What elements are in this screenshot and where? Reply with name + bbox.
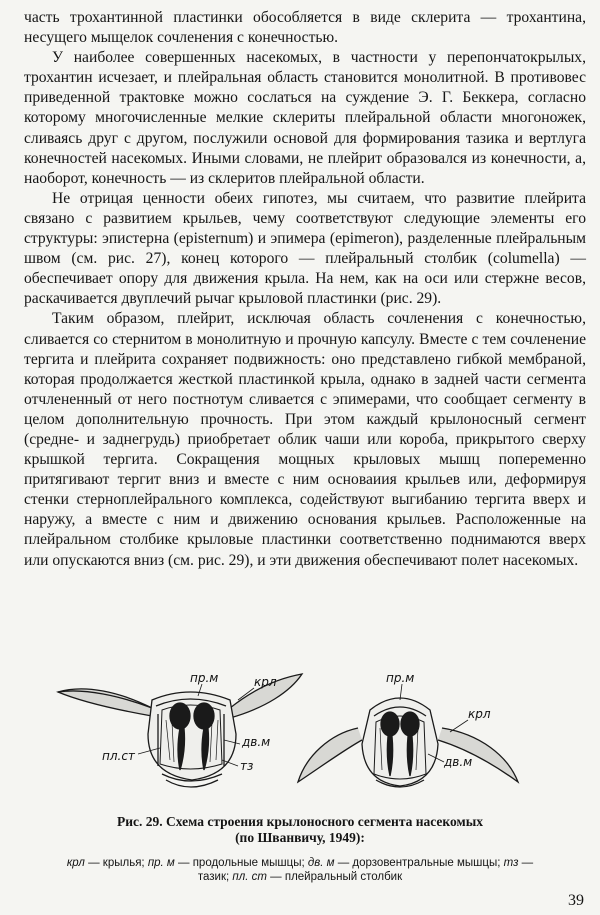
- legend-key-dv-m: дв. м: [307, 857, 335, 869]
- label-pl-st-left: пл.ст: [102, 749, 135, 763]
- label-krl-right: крл: [468, 707, 491, 721]
- caption-line-1: Рис. 29. Схема строения крылоносного сегмента насекомых: [116, 814, 484, 829]
- label-pr-m-right: пр.м: [386, 671, 415, 685]
- body-text: [24, 8, 586, 571]
- paragraph: часть трохантинной пластинки обособляется в виде склерита — трохантина, несущего мыщелок сочленения с конечностью.: [24, 9, 586, 47]
- paragraph: Не отрицая ценности обеих гипотез, мы считаем, что развитие плейрита связано с развитием крыльев, чему соответствуют следующие элементы его структуры: эпистерна (episternum) и эпимера (epimeron), разделенные плейральным швом (см. рис. 27), конец которого — плейральный столбик (columella) — обеспечивает опору для движения крыла. На нем, как на оси или стержне весов, раскачивается двуплечий рычаг крыловой пластинки (рис. 29).: [24, 189, 586, 308]
- legend-key-krl: крл: [66, 857, 85, 869]
- page: [24, 8, 586, 571]
- figure-caption: [60, 814, 540, 846]
- label-krl-left: крл: [254, 675, 277, 689]
- legend-key-tz: тз: [503, 857, 519, 869]
- legend-value: — тазик;: [197, 857, 534, 883]
- figure-legend: [62, 856, 538, 884]
- label-dv-m-right: дв.м: [444, 755, 473, 769]
- label-pr-m-left: пр.м: [190, 671, 219, 685]
- right-diagram: [298, 684, 518, 787]
- paragraph: У наиболее совершенных насекомых, в частности у перепончатокрылых, трохантин исчезает, и плейральная область становится монолитной. В противовес приведенной трактовке можно сослаться на суждение Э. Г. Беккера, согласно которому многочисленные мелкие склериты плейральной области многоножек, сливаясь друг с другом, послужили основой для формирования тазика и вертлуга конечностей насекомых. Иными словами, не плейрит образовался из конечности, а, наоборот, конечность — из склеритов плейральной области.: [24, 49, 586, 187]
- legend-key-pr-m: пр. м: [147, 857, 175, 869]
- page-number: 39: [568, 892, 584, 909]
- legend-value: — продольные мышцы;: [174, 857, 308, 869]
- figure-29: [40, 670, 560, 798]
- legend-value: — плейральный столбик: [266, 871, 403, 883]
- legend-value: — дорзовентральные мышцы;: [334, 857, 504, 869]
- label-tz-left: тз: [240, 759, 254, 773]
- paragraph: Таким образом, плейрит, исключая область сочленения с конечностью, сливается со стернитом в монолитную и прочную капсулу. Вместе с тем сочленение тергита и плейрита сохраняет подвижность: оно представлено гибкой мембраной, которая продолжается жесткой пластинкой крыла, однако в задней части сегмента отчлененный от него постнотум сливается с эпимерами, что сообщает сегменту в целом дополнительную прочность. При этом каждый крылоносный сегмент (средне- и заднегрудь) приобретает облик чаши или короба, прикрытого сверху крышкой тергита. Сокращения мощных крыловых мышц попеременно притягивают тергит вниз и вместе с ним основаиия крыльев или, деформируя стенки стерноплейрального комплекса, содействуют выгибанию тергита вверх и наружу, а вместе с ним и движению основания крыльев. Расположенные на плейральном столбике крыловые пластинки соответственно поднимаются вверх или опускаются вниз (см. рис. 29), и эти движения обеспечивают полет насекомых.: [24, 310, 586, 569]
- left-diagram: [58, 674, 302, 787]
- legend-value: — крылья;: [84, 857, 148, 869]
- wing-segment-illustration: [40, 670, 560, 798]
- label-dv-m-left: дв.м: [242, 735, 271, 749]
- caption-line-2: (по Шванвичу, 1949):: [235, 830, 365, 845]
- legend-key-pl-st: пл. ст: [232, 871, 267, 883]
